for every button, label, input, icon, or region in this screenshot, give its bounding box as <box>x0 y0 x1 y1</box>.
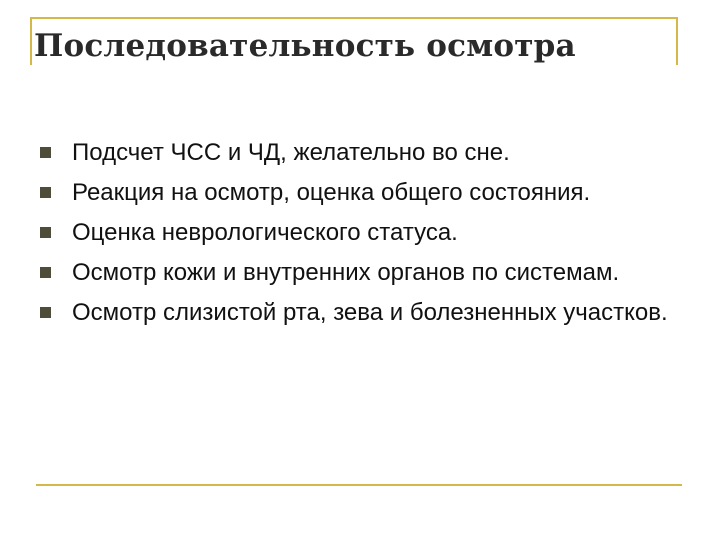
bottom-frame-line <box>36 484 682 486</box>
left-frame-line <box>30 17 32 65</box>
bullet-text-5: Осмотр слизистой рта, зева и болезненных участков. <box>72 299 668 326</box>
bullet-text-1: Подсчет ЧСС и ЧД, желательно во сне. <box>72 139 510 166</box>
right-frame-line <box>676 17 678 65</box>
bullet-text-3: Оценка неврологического статуса. <box>72 219 458 246</box>
square-bullet-icon <box>40 307 51 318</box>
square-bullet-icon <box>40 187 51 198</box>
bullet-text-2: Реакция на осмотр, оценка общего состояния. <box>72 179 591 206</box>
square-bullet-icon <box>40 227 51 238</box>
bullet-text-4: Осмотр кожи и внутренних органов по системам. <box>72 259 620 286</box>
bullet-list <box>40 133 690 333</box>
bullet-item-1 <box>40 133 690 173</box>
bullet-item-2 <box>40 173 690 213</box>
slide-title: Последовательность осмотра <box>34 28 576 64</box>
bullet-item-5 <box>40 293 690 333</box>
top-frame-line <box>30 17 676 19</box>
square-bullet-icon <box>40 267 51 278</box>
bullet-item-4 <box>40 253 690 293</box>
square-bullet-icon <box>40 147 51 158</box>
bullet-item-3 <box>40 213 690 253</box>
